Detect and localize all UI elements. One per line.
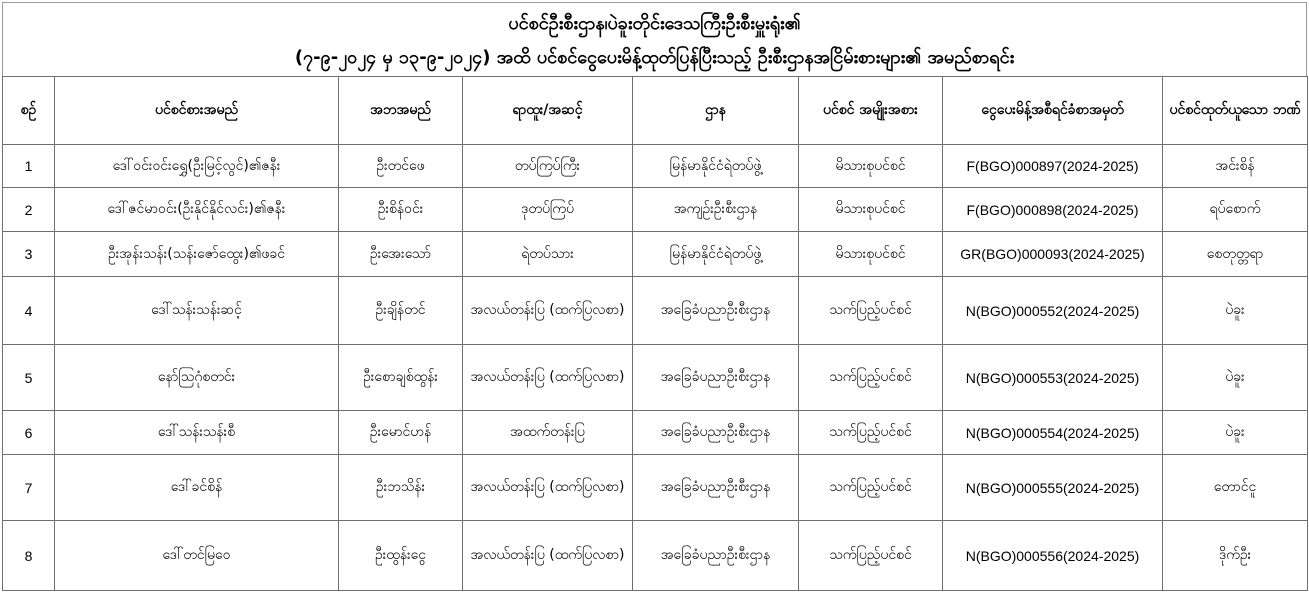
cell-pension-type: မိသားစုပင်စင်: [799, 145, 943, 188]
cell-order-number: F(BGO)000898(2024-2025): [943, 188, 1163, 232]
cell-rank: ရဲတပ်သား: [463, 232, 633, 277]
cell-bank: ပဲခူး: [1163, 345, 1308, 411]
cell-bank: ပဲခူး: [1163, 411, 1308, 455]
cell-order-number: N(BGO)000555(2024-2025): [943, 455, 1163, 521]
cell-order-number: N(BGO)000553(2024-2025): [943, 345, 1163, 411]
title-line-2: (၇-၉-၂၀၂၄ မှ ၁၃-၉-၂၀၂၄) အထိ ပင်စင်ငွေပေးမိန့်ထုတ်ပြန်ပြီးသည့် ဦးစီးဌာနအငြိမ်းစားများ၏ အမည်စာရင်း: [294, 47, 1015, 68]
cell-bank: ရပ်စောက်: [1163, 188, 1308, 232]
cell-father-name: ဦးစိန်ဝင်း: [339, 188, 463, 232]
cell-department: အကျဉ်းဦးစီးဌာန: [633, 188, 799, 232]
cell-rank: ဒုတပ်ကြပ်: [463, 188, 633, 232]
cell-father-name: ဦးမောင်ဟန်: [339, 411, 463, 455]
cell-father-name: ဦးစောချစ်ထွန်း: [339, 345, 463, 411]
cell-pensioner-name: နော်ဩဂုံစတင်း: [55, 345, 339, 411]
cell-bank: အင်းစိန်: [1163, 145, 1308, 188]
cell-rank: အလယ်တန်းပြ (ထက်ပြလစာ): [463, 521, 633, 591]
pension-table: [2, 76, 1308, 591]
header-no: စဉ်: [3, 77, 55, 145]
header-pensioner-name: ပင်စင်စားအမည်: [55, 77, 339, 145]
cell-father-name: ဦးထွန်းငွေ: [339, 521, 463, 591]
table-header-row: [3, 77, 1308, 145]
cell-bank: စေတုတ္တရာ: [1163, 232, 1308, 277]
header-department: ဌာန: [633, 77, 799, 145]
table-row: [3, 232, 1308, 277]
table-row: [3, 411, 1308, 455]
header-pension-type: ပင်စင် အမျိုးအစား: [799, 77, 943, 145]
cell-bank: ဒိုက်ဦး: [1163, 521, 1308, 591]
cell-no: 5: [3, 345, 55, 411]
cell-father-name: ဦးအေးသော်: [339, 232, 463, 277]
cell-pension-type: သက်ပြည့်ပင်စင်: [799, 521, 943, 591]
cell-pensioner-name: ဒေါ်ဝင်းဝင်းရွှေ(ဦးမြင့်လွင်)၏ဇနီး: [55, 145, 339, 188]
table-row: [3, 277, 1308, 345]
document-title: [2, 2, 1307, 76]
cell-rank: အလယ်တန်းပြ (ထက်ပြလစာ): [463, 455, 633, 521]
cell-department: အခြေခံပညာဦးစီးဌာန: [633, 411, 799, 455]
cell-pensioner-name: ဒေါ်ခင်စိန်: [55, 455, 339, 521]
header-rank: ရာထူး/အဆင့်: [463, 77, 633, 145]
cell-pension-type: သက်ပြည့်ပင်စင်: [799, 277, 943, 345]
cell-no: 4: [3, 277, 55, 345]
cell-father-name: ဦးဘသိန်း: [339, 455, 463, 521]
cell-order-number: F(BGO)000897(2024-2025): [943, 145, 1163, 188]
cell-order-number: N(BGO)000554(2024-2025): [943, 411, 1163, 455]
cell-rank: အလယ်တန်းပြ (ထက်ပြလစာ): [463, 345, 633, 411]
title-line-1: ပင်စင်ဦးစီးဌာန၊ပဲခူးတိုင်းဒေသကြီးဦးစီးမှူးရုံး၏: [508, 13, 801, 34]
cell-pensioner-name: ဒေါ်သန်းသန်းဆင့်: [55, 277, 339, 345]
cell-rank: တပ်ကြပ်ကြီး: [463, 145, 633, 188]
table-row: [3, 345, 1308, 411]
cell-rank: အလယ်တန်းပြ (ထက်ပြလစာ): [463, 277, 633, 345]
table-row: [3, 521, 1308, 591]
cell-no: 1: [3, 145, 55, 188]
cell-father-name: ဦးတင်ဖေ: [339, 145, 463, 188]
header-order-number: ငွေပေးမိန့်အစီရင်ခံစာအမှတ်: [943, 77, 1163, 145]
table-row: [3, 145, 1308, 188]
cell-pensioner-name: ဦးအုန်းသန်း(သန်းဇော်ထွေး)၏ဖခင်: [55, 232, 339, 277]
cell-pensioner-name: ဒေါ်ဇင်မာဝင်း(ဦးနိုင်နိုင်လင်း)၏ဇနီး: [55, 188, 339, 232]
cell-order-number: N(BGO)000552(2024-2025): [943, 277, 1163, 345]
cell-no: 2: [3, 188, 55, 232]
header-father-name: အဘအမည်: [339, 77, 463, 145]
table-row: [3, 455, 1308, 521]
cell-department: အခြေခံပညာဦးစီးဌာန: [633, 277, 799, 345]
cell-pensioner-name: ဒေါ်သန်းသန်းစီ: [55, 411, 339, 455]
cell-pension-type: မိသားစုပင်စင်: [799, 188, 943, 232]
cell-father-name: ဦးချိန်တင်: [339, 277, 463, 345]
cell-pension-type: သက်ပြည့်ပင်စင်: [799, 345, 943, 411]
cell-order-number: N(BGO)000556(2024-2025): [943, 521, 1163, 591]
cell-department: မြန်မာနိုင်ငံရဲတပ်ဖွဲ့: [633, 145, 799, 188]
cell-department: အခြေခံပညာဦးစီးဌာန: [633, 345, 799, 411]
table-row: [3, 188, 1308, 232]
cell-bank: တောင်ငူ: [1163, 455, 1308, 521]
cell-pensioner-name: ဒေါ်တင်မြဝေ: [55, 521, 339, 591]
cell-department: အခြေခံပညာဦးစီးဌာန: [633, 521, 799, 591]
cell-no: 8: [3, 521, 55, 591]
cell-no: 3: [3, 232, 55, 277]
cell-department: မြန်မာနိုင်ငံရဲတပ်ဖွဲ့: [633, 232, 799, 277]
cell-pension-type: သက်ပြည့်ပင်စင်: [799, 411, 943, 455]
cell-pension-type: မိသားစုပင်စင်: [799, 232, 943, 277]
cell-no: 7: [3, 455, 55, 521]
cell-no: 6: [3, 411, 55, 455]
cell-bank: ပဲခူး: [1163, 277, 1308, 345]
cell-rank: အထက်တန်းပြ: [463, 411, 633, 455]
header-bank: ပင်စင်ထုတ်ယူသော ဘဏ်: [1163, 77, 1308, 145]
cell-pension-type: သက်ပြည့်ပင်စင်: [799, 455, 943, 521]
cell-department: အခြေခံပညာဦးစီးဌာန: [633, 455, 799, 521]
cell-order-number: GR(BGO)000093(2024-2025): [943, 232, 1163, 277]
